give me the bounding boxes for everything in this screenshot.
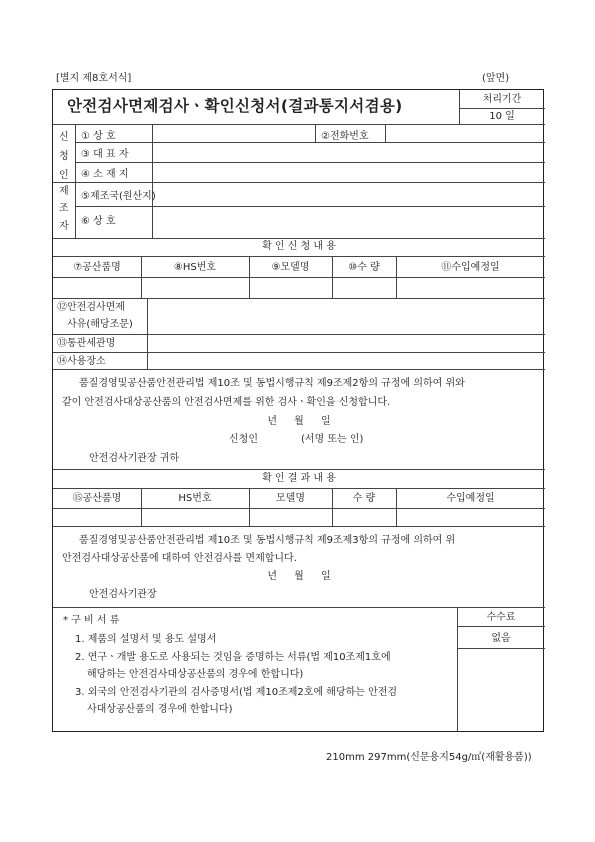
issuer-label: 안전검사기관장: [89, 589, 157, 600]
manufacturer-name-field[interactable]: [153, 207, 544, 237]
exemption-reason-label-2: 사유(해당조문): [67, 319, 133, 330]
addressee: 안전검사기관장 귀하: [89, 453, 180, 464]
exemption-reason-field[interactable]: [148, 299, 544, 333]
request-model-field[interactable]: [250, 278, 332, 297]
result-col-model: 모델명: [276, 493, 305, 504]
address-label: ④ 소 재 지: [81, 169, 129, 180]
request-import-date-field[interactable]: [397, 278, 544, 297]
result-notice-line-1: 품질경영및공산품안전관리법 제10조 및 동법시행규칙 제9조제3항의 규정에 의하여 위: [79, 535, 456, 546]
applicant-group-label-2: 청: [59, 151, 69, 162]
result-col-product: ⑮공산품명: [72, 493, 122, 504]
fee-value: 없음: [491, 633, 511, 644]
declaration-date: 년 월 일: [267, 416, 331, 427]
request-product-field[interactable]: [53, 278, 141, 297]
result-quantity-field[interactable]: [333, 509, 396, 525]
request-col-import-date: ⑪수입예정일: [441, 262, 500, 273]
document-item-2a: 2. 연구ㆍ개발 용도로 사용되는 것임을 증명하는 서류(법 제10조제1호에: [75, 652, 391, 663]
manufacturer-group-label-2: 조: [59, 203, 69, 214]
request-col-product: ⑦공산품명: [73, 262, 121, 273]
result-col-import-date: 수입예정일: [446, 493, 495, 504]
result-model-field[interactable]: [250, 509, 332, 525]
origin-country-label: ⑤제조국(원산지): [81, 191, 156, 202]
result-col-hs: HS번호: [178, 493, 212, 504]
processing-period-value: 10 일: [489, 111, 515, 122]
document-item-2b: 해당하는 안전검사대상공산품의 경우에 한합니다): [87, 669, 304, 680]
declaration-line-1: 품질경영및공산품안전관리법 제10조 및 동법시행규칙 제9조제2항의 규정에 의하여 위와: [79, 378, 465, 389]
document-item-1: 1. 제품의 설명서 및 용도 설명서: [75, 634, 217, 645]
request-col-hs: ⑧HS번호: [173, 262, 217, 273]
applicant-group-label-1: 신: [59, 132, 69, 143]
manufacturer-name-label: ⑥ 상 호: [81, 216, 116, 227]
customs-label: ⑬통관세관명: [57, 338, 116, 349]
request-section-heading: 확 인 신 청 내 용: [262, 241, 336, 252]
fee-label: 수수료: [486, 612, 516, 623]
result-notice-date: 년 월 일: [267, 571, 331, 582]
applicant-name-field[interactable]: [153, 125, 314, 141]
representative-label: ③ 대 표 자: [81, 149, 129, 160]
result-notice-line-2: 안전검사대상공산품에 대하여 안전검사를 면제합니다.: [62, 553, 297, 564]
applicant-name-label: ① 상 호: [81, 131, 116, 142]
page-title: 안전검사면제검사ㆍ확인신청서(결과통지서겸용): [67, 97, 403, 115]
request-quantity-field[interactable]: [333, 278, 396, 297]
result-product-field[interactable]: [53, 509, 141, 525]
result-hs-field[interactable]: [142, 509, 249, 525]
result-col-quantity: 수 량: [352, 493, 376, 504]
usage-place-label: ⑭사용장소: [57, 356, 106, 367]
request-col-model: ⑨모델명: [271, 262, 310, 273]
paper-size-footer: 210mm 297mm(신문용지54g/㎡(재활용품)): [326, 752, 532, 763]
customs-field[interactable]: [148, 335, 544, 351]
processing-period-label: 처리기간: [482, 94, 522, 105]
applicant-signer-label: 신청인: [229, 434, 258, 445]
representative-field[interactable]: [153, 143, 544, 161]
result-section-heading: 확 인 결 과 내 용: [262, 473, 336, 484]
document-item-3b: 사대상공산품의 경우에 한합니다): [87, 704, 233, 715]
application-form: [52, 89, 544, 732]
origin-country-field[interactable]: [153, 183, 544, 205]
front-side-label: (앞면): [482, 73, 510, 84]
required-documents-heading: * 구 비 서 류: [63, 615, 120, 626]
document-item-3a: 3. 외국의 안전검사기관의 검사증명서(법 제10조제2호에 해당하는 안전검: [75, 687, 398, 698]
form-number: [별지 제8호서식]: [56, 73, 132, 84]
manufacturer-group-label-3: 자: [59, 221, 69, 232]
signature-label: (서명 또는 인): [301, 434, 364, 445]
request-col-quantity: ⑩수 량: [348, 262, 380, 273]
usage-place-field[interactable]: [148, 353, 544, 368]
applicant-group-label-3: 인: [59, 170, 69, 181]
address-field[interactable]: [153, 163, 544, 181]
phone-field[interactable]: [386, 125, 544, 141]
phone-label: ②전화번호: [321, 131, 369, 142]
exemption-reason-label-1: ⑫안전검사면제: [57, 302, 125, 313]
request-hs-field[interactable]: [142, 278, 249, 297]
manufacturer-group-label-1: 제: [59, 186, 69, 197]
declaration-line-2: 같이 안전검사대상공산품의 안전검사면제를 위한 검사ㆍ확인을 신청합니다.: [62, 397, 391, 408]
result-import-date-field[interactable]: [397, 509, 544, 525]
